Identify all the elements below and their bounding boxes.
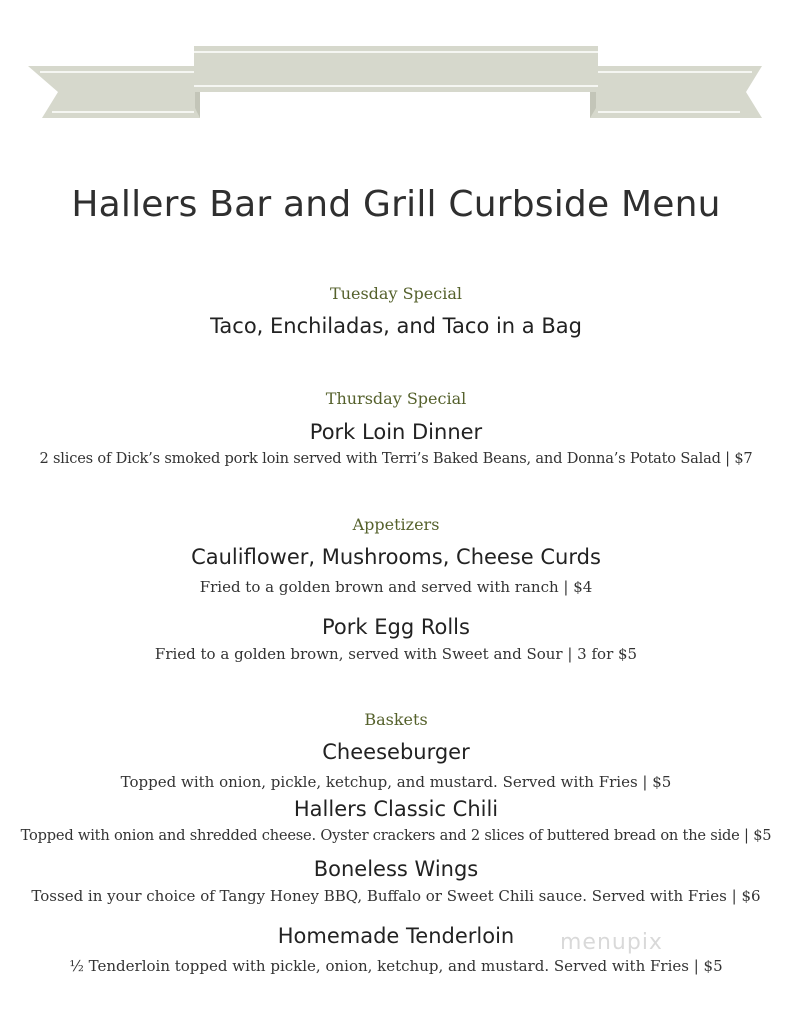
item-desc-chili: Topped with onion and shredded cheese. Oyster crackers and 2 slices of buttered bread on the side | $5 [20, 827, 772, 844]
item-name-chili: Hallers Classic Chili [293, 797, 499, 821]
item-name-pork-loin: Pork Loin Dinner [309, 420, 483, 444]
item-desc-tenderloin: ½ Tenderloin topped with pickle, onion, ketchup, and mustard. Served with Fries | $5 [69, 957, 723, 975]
item-name-taco-special: Taco, Enchiladas, and Taco in a Bag [210, 314, 582, 338]
section-label-appetizers: Appetizers [352, 515, 440, 534]
ribbon-banner [0, 0, 792, 140]
menu-title: Hallers Bar and Grill Curbside Menu [71, 184, 721, 225]
ribbon-left-tail [28, 66, 200, 118]
item-name-boneless-wings: Boneless Wings [313, 857, 479, 881]
section-label-baskets: Baskets [364, 710, 428, 729]
item-desc-pork-loin: 2 slices of Dick’s smoked pork loin served with Terri’s Baked Beans, and Donna’s Potato Salad | $7 [39, 450, 753, 467]
item-desc-boneless-wings: Tossed in your choice of Tangy Honey BBQ, Buffalo or Sweet Chili sauce. Served with Fries | $6 [31, 887, 761, 905]
item-name-cheeseburger: Cheeseburger [322, 740, 470, 764]
ribbon-center [194, 46, 598, 92]
section-label-thursday: Thursday Special [325, 389, 467, 408]
item-name-tenderloin: Homemade Tenderloin [277, 924, 515, 948]
item-desc-egg-rolls: Fried to a golden brown, served with Sweet and Sour | 3 for $5 [154, 645, 638, 663]
item-desc-cheeseburger: Topped with onion, pickle, ketchup, and mustard. Served with Fries | $5 [120, 773, 672, 791]
section-label-tuesday: Tuesday Special [330, 284, 462, 303]
item-name-cauliflower: Cauliflower, Mushrooms, Cheese Curds [191, 545, 601, 569]
ribbon-right-tail [590, 66, 762, 118]
item-desc-cauliflower: Fried to a golden brown and served with ranch | $4 [199, 578, 593, 596]
item-name-egg-rolls: Pork Egg Rolls [322, 615, 470, 639]
watermark-logo: menupix [560, 930, 663, 955]
